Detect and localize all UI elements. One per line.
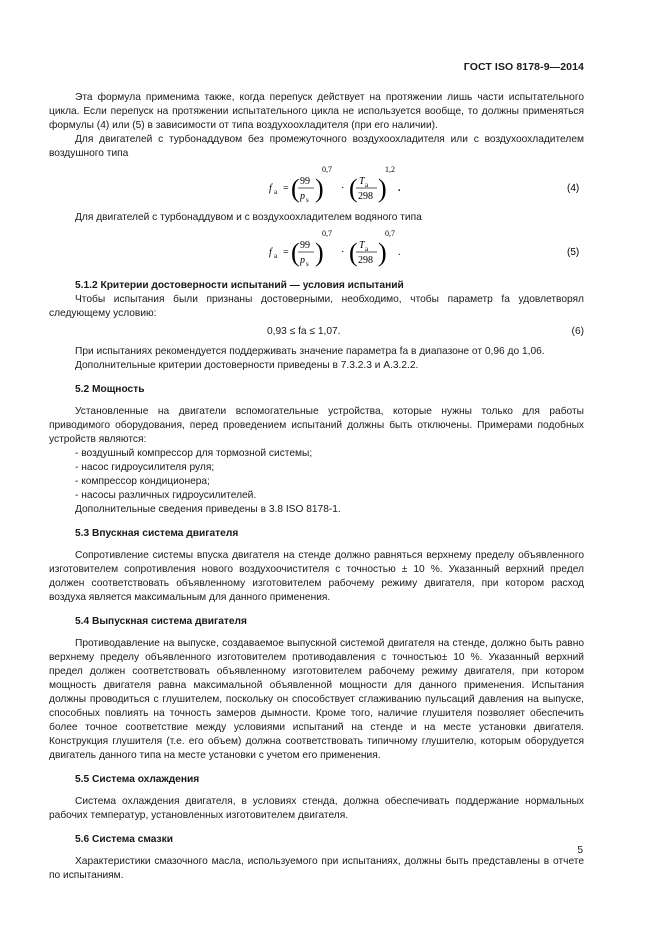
formula-5-d1: p bbox=[300, 255, 305, 266]
formula-4-e2: 1,2 bbox=[385, 165, 395, 174]
paragraph: Эта формула применима также, когда перепуск действует на протяжении лишь части испытательного цикла. Если перепуск на протяжении испытательного цикла не используется вообще, то должны применяться формулы (4) или (5) в зависимости от типа воздухоохладителя (при его наличии). bbox=[49, 92, 584, 131]
section-heading-5-3: 5.3 Впускная система двигателя bbox=[75, 528, 239, 539]
formula-5 bbox=[49, 225, 584, 275]
formula-4-tail: . bbox=[398, 183, 401, 194]
section-heading-5-5: 5.5 Система охлаждения bbox=[75, 774, 200, 785]
formula-5-svg bbox=[49, 225, 584, 275]
formula-4-e1: 0,7 bbox=[322, 165, 332, 174]
paragraph: Для двигателей с турбонаддувом без промежуточного воздухоохладителя или с воздухоохладителем воздушного типа bbox=[49, 134, 584, 159]
list-item: - насос гидроусилителя руля; bbox=[75, 462, 215, 473]
section-heading-5-2: 5.2 Мощность bbox=[75, 384, 145, 395]
paren-left: ( bbox=[349, 238, 358, 267]
page-number: 5 bbox=[577, 845, 583, 856]
formula-5-n2-sub: a bbox=[365, 245, 369, 253]
formula-5-lhs-sub: a bbox=[274, 252, 278, 260]
formula-6 bbox=[49, 325, 584, 341]
formula-4-d1: p bbox=[300, 191, 305, 202]
section-heading-5-1-2: 5.1.2 Критерии достоверности испытаний — условия испытаний bbox=[75, 280, 404, 291]
paren-left: ( bbox=[291, 174, 300, 203]
formula-5-n1: 99 bbox=[300, 240, 310, 251]
paragraph: Противодавление на выпуске, создаваемое выпускной системой двигателя на стенде, должно быть равно верхнему пределу объявленного изготовителем противодавления с точностью± 10 %. Указанный верхний предел должен соответствовать объявленному изготовителем рабочему режиму двигателя, при котором мощность двигателя равна максимальной объявленной мощности для данного применения. Испытания должны проводиться с глушителем, поскольку он способствует сглаживанию пульсаций давления на выпуске, способных повлиять на точность замеров дымности. Кроме того, наличие глушителя позволяет обеспечить более точное соответствие между условиями испытаний на стенде и на месте установки двигателя. Конструкция глушителя (т.е. его объем) должна соответствовать типичному глушителю, которым оборудуется двигатель данного типа на месте установки с учетом его применения. bbox=[49, 638, 584, 761]
paren-right: ) bbox=[315, 174, 324, 203]
formula-5-dot: · bbox=[341, 247, 345, 258]
paragraph: Чтобы испытания были признаны достоверными, необходимо, чтобы параметр fa удовлетворял следующему условию: bbox=[49, 294, 584, 319]
paragraph: Дополнительные сведения приведены в 3.8 ISO 8178-1. bbox=[75, 504, 341, 515]
paren-right: ) bbox=[378, 238, 387, 267]
paragraph: Характеристики смазочного масла, используемого при испытаниях, должны быть представлены в отчете по испытаниям. bbox=[49, 856, 584, 881]
formula-4-dot: · bbox=[341, 183, 345, 194]
formula-number: (6) bbox=[571, 326, 584, 337]
paragraph: Сопротивление системы впуска двигателя на стенде должно равняться верхнему пределу объявленного изготовителем сопротивления нового воздухоочистителя с точностью ± 10 %. Указанный верхний предел должен соответствовать объявленному изготовителем рабочему режиму двигателя, при котором расход воздуха является максимальным для данного применения. bbox=[49, 550, 584, 603]
formula-number: (4) bbox=[567, 183, 580, 194]
formula-5-eq: = bbox=[283, 247, 289, 258]
formula-4-n1: 99 bbox=[300, 176, 310, 187]
paragraph: Система охлаждения двигателя, в условиях стенда, должна обеспечивать поддержание нормальных рабочих температур, установленных изготовителем двигателя. bbox=[49, 796, 584, 821]
formula-5-tail: . bbox=[398, 247, 401, 258]
paren-right: ) bbox=[378, 174, 387, 203]
standard-header: ГОСТ ISO 8178-9—2014 bbox=[463, 61, 584, 73]
formula-4-d2: 298 bbox=[358, 191, 373, 202]
formula-4-lhs-sub: a bbox=[274, 188, 278, 196]
formula-4-d1-sub: s bbox=[306, 196, 309, 204]
section-heading-5-4: 5.4 Выпускная система двигателя bbox=[75, 616, 247, 627]
formula-5-lhs: f bbox=[269, 247, 272, 258]
formula-4-n2-sub: a bbox=[365, 181, 369, 189]
formula-4-n2: T bbox=[359, 176, 365, 187]
paren-left: ( bbox=[349, 174, 358, 203]
formula-5-d2: 298 bbox=[358, 255, 373, 266]
formula-5-n2: T bbox=[359, 240, 365, 251]
list-item: - компрессор кондиционера; bbox=[75, 476, 210, 487]
document-body bbox=[49, 91, 584, 883]
formula-5-d1-sub: s bbox=[306, 260, 309, 268]
formula-4-eq: = bbox=[283, 183, 289, 194]
list-item: - воздушный компрессор для тормозной системы; bbox=[75, 448, 313, 459]
list-item: - насосы различных гидроусилителей. bbox=[75, 490, 257, 501]
formula-5-e1: 0,7 bbox=[322, 229, 332, 238]
paragraph: При испытаниях рекомендуется поддерживать значение параметра fa в диапазоне от 0,96 до 1,06. bbox=[75, 346, 545, 357]
formula-number: (5) bbox=[567, 247, 580, 258]
formula-5-e2: 0,7 bbox=[385, 229, 395, 238]
paragraph: Дополнительные критерии достоверности приведены в 7.3.2.3 и А.3.2.2. bbox=[75, 360, 419, 371]
formula-6-expr: 0,93 ≤ fa ≤ 1,07. bbox=[267, 326, 341, 337]
paragraph: Установленные на двигатели вспомогательные устройства, которые нужны только для работы приводимого оборудования, перед проведением испытаний должны быть отключены. Примерами подобных устройств являются: bbox=[49, 406, 584, 445]
paren-left: ( bbox=[291, 238, 300, 267]
section-heading-5-6: 5.6 Система смазки bbox=[75, 834, 173, 845]
formula-4 bbox=[49, 161, 584, 211]
paragraph: Для двигателей с турбонаддувом и с воздухоохладителем водяного типа bbox=[75, 212, 422, 223]
formula-4-svg bbox=[49, 161, 584, 211]
paren-right: ) bbox=[315, 238, 324, 267]
formula-4-lhs: f bbox=[269, 183, 272, 194]
